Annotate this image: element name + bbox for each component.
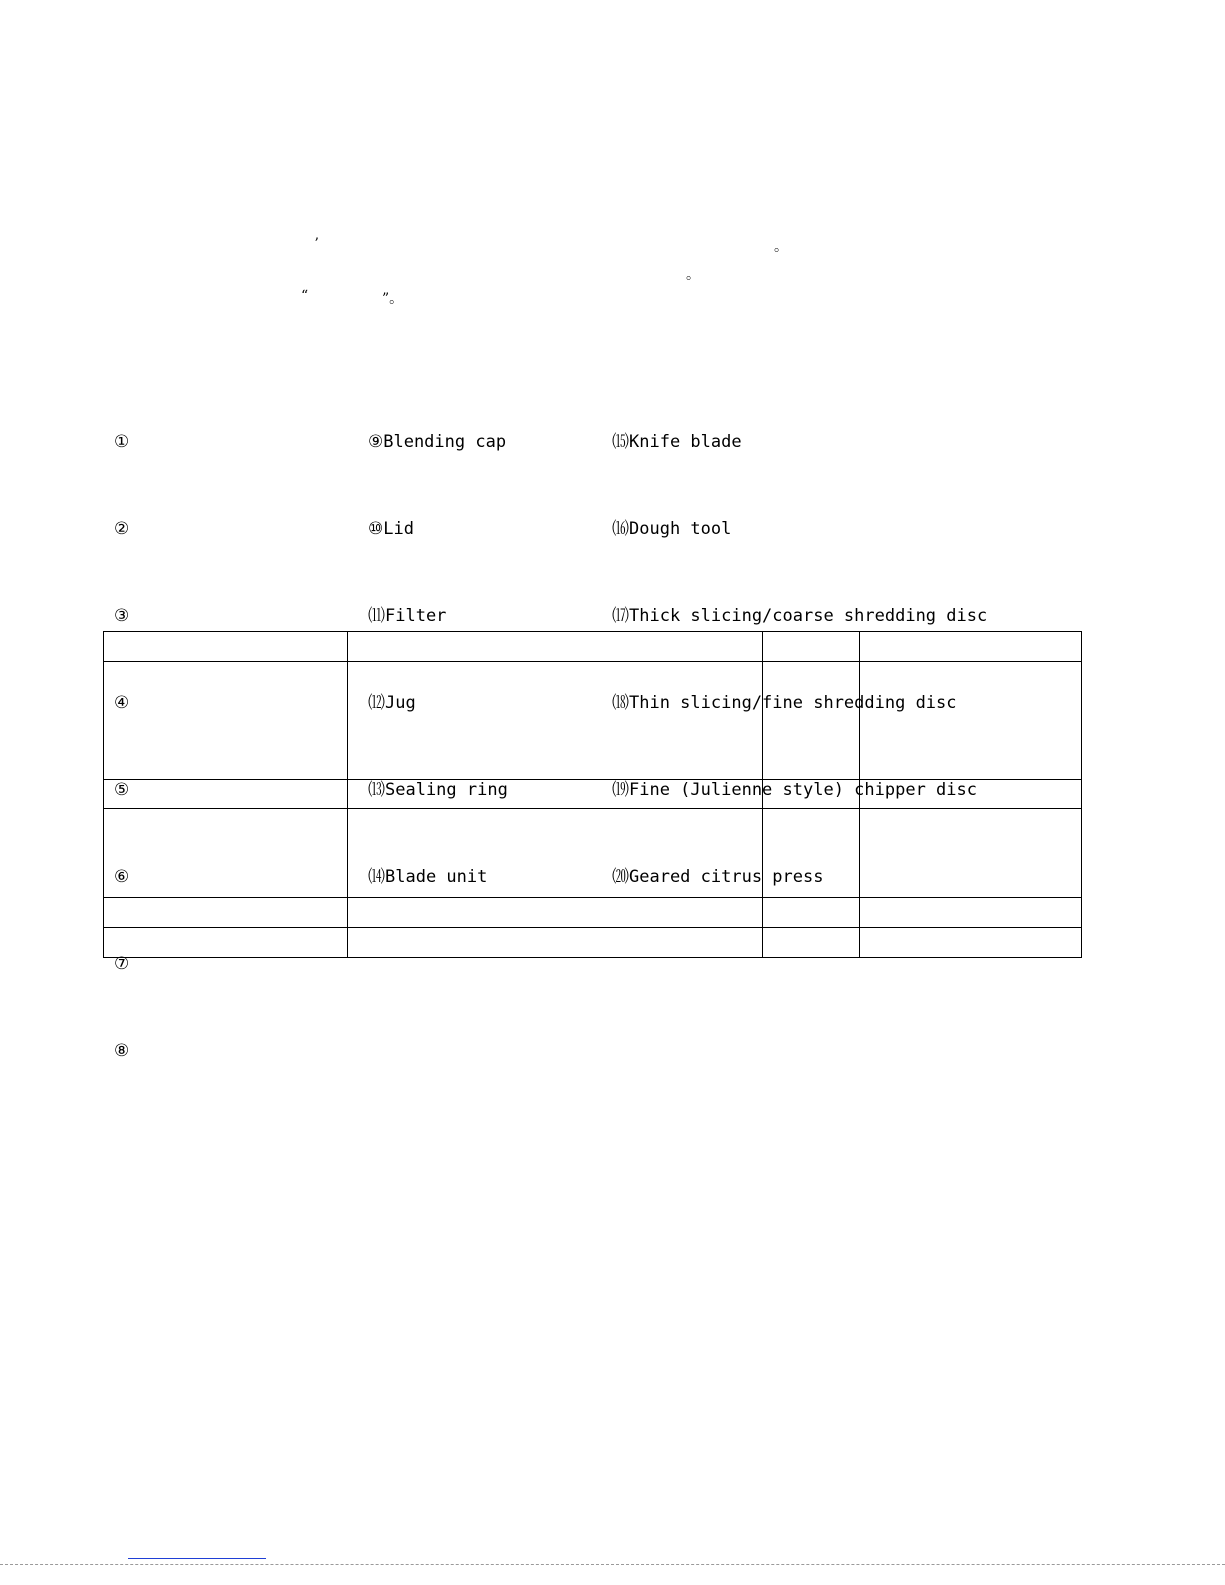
table-cell: [348, 809, 763, 898]
table-cell: [348, 928, 763, 958]
table-cell: [104, 632, 348, 662]
table-row: [104, 632, 1082, 662]
intro-period-1: 。: [774, 239, 788, 255]
table-cell: [104, 780, 348, 809]
intro-quote-open: “: [301, 288, 309, 304]
table-cell: [860, 780, 1082, 809]
table-cell: [348, 898, 763, 928]
table-cell: [763, 809, 860, 898]
table-cell: [860, 898, 1082, 928]
part-item: ①: [114, 432, 130, 452]
part-item-thick-slicing-disc: ⒄Thick slicing/coarse shredding disc: [612, 606, 988, 626]
table-cell: [763, 780, 860, 809]
part-item-jug: ⑿Jug: [368, 693, 416, 713]
part-item: ③: [114, 606, 130, 626]
footnote-separator: [128, 1558, 266, 1559]
specification-table: [103, 631, 1082, 958]
table-cell: [348, 662, 763, 780]
table-cell: [763, 898, 860, 928]
part-item: ⑤: [114, 780, 130, 800]
part-item-chipper-disc: ⒆Fine (Julienne style) chipper disc: [612, 780, 977, 800]
part-item-filter: ⑾Filter: [368, 606, 447, 626]
table-cell: [104, 809, 348, 898]
part-item: ②: [114, 519, 130, 539]
part-item-knife-blade: ⒂Knife blade: [612, 432, 742, 452]
part-item: ⑧: [114, 1041, 130, 1061]
part-item: ④: [114, 693, 130, 713]
table-cell: [860, 662, 1082, 780]
intro-period-2: 。: [686, 267, 700, 283]
part-item-sealing-ring: ⒀Sealing ring: [368, 780, 508, 800]
part-item-dough-tool: ⒃Dough tool: [612, 519, 732, 539]
intro-comma: ʼ: [314, 236, 319, 252]
table-cell: [860, 809, 1082, 898]
part-item-citrus-press: ⒇Geared citrus press: [612, 867, 824, 887]
table-cell: [860, 928, 1082, 958]
part-item-thin-slicing-disc: ⒅Thin slicing/fine shredding disc: [612, 693, 957, 713]
part-item: ⑦: [114, 954, 130, 974]
table-cell: [348, 632, 763, 662]
table-cell: [104, 928, 348, 958]
table-row: [104, 898, 1082, 928]
table-cell: [348, 780, 763, 809]
part-item-blade-unit: ⒁Blade unit: [368, 867, 488, 887]
table-cell: [104, 898, 348, 928]
table-cell: [860, 632, 1082, 662]
table-cell: [104, 662, 348, 780]
table-cell: [763, 632, 860, 662]
table-row: [104, 928, 1082, 958]
table-row: [104, 809, 1082, 898]
table-cell: [763, 662, 860, 780]
table-row: [104, 780, 1082, 809]
part-item: ⑥: [114, 867, 130, 887]
part-item-blending-cap: ⑨Blending cap: [368, 432, 507, 452]
table-row: [104, 662, 1082, 780]
table-cell: [763, 928, 860, 958]
page-break-line: [0, 1564, 1225, 1565]
intro-quote-close: ”。: [382, 291, 404, 307]
part-item-lid: ⑩Lid: [368, 519, 414, 539]
